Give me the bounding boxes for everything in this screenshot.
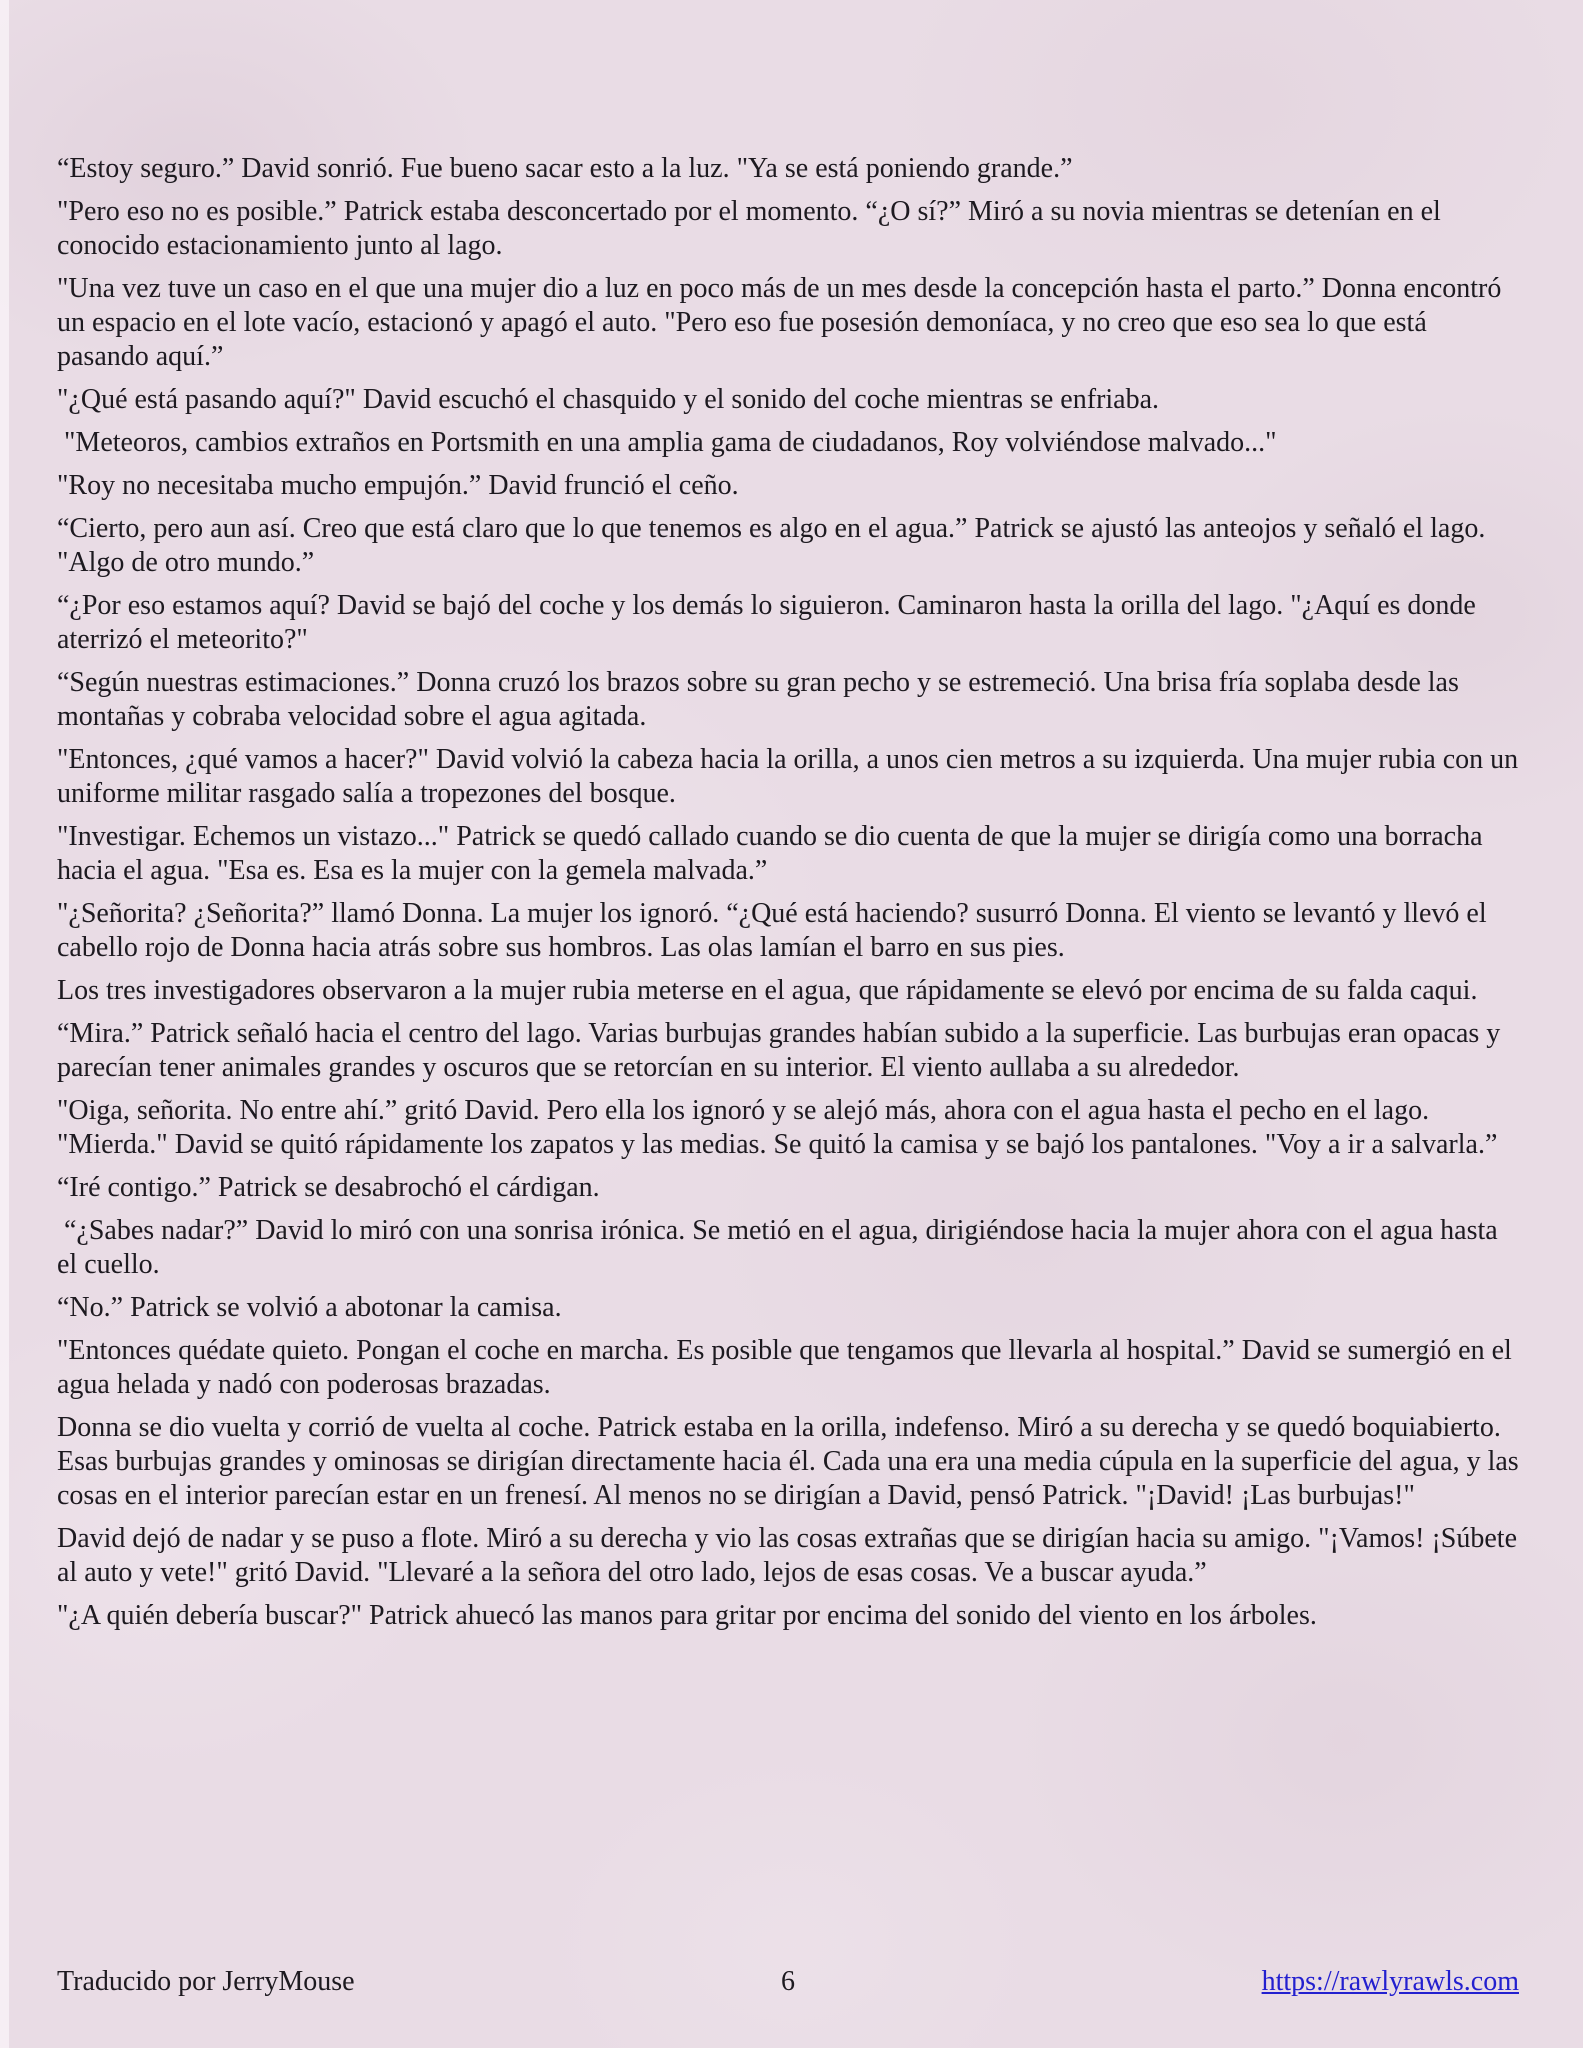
paragraph: “Mira.” Patrick señaló hacia el centro del lago. Varias burbujas grandes habían subido a la superficie. Las burbujas eran opacas y parecían tener animales grandes y oscuros que se retorcían en su interior. El viento aullaba a su alrededor. <box>57 1018 1508 1083</box>
paragraph: "Oiga, señorita. No entre ahí.” gritó David. Pero ella los ignoró y se alejó más, ahora con el agua hasta el pecho en el lago. "Mierda." David se quitó rápidamente los zapatos y las medias. Se quitó la camisa y se bajó los pantalones. "Voy a ir a salvarla.” <box>57 1095 1498 1160</box>
page-edge-highlight <box>0 0 9 2048</box>
paragraph: Los tres investigadores observaron a la mujer rubia meterse en el agua, que rápidamente se elevó por encima de su falda caqui. <box>57 975 1478 1006</box>
paragraph: "¿Señorita? ¿Señorita?” llamó Donna. La mujer los ignoró. “¿Qué está haciendo? susurró Donna. El viento se levantó y llevó el cabello rojo de Donna hacia atrás sobre sus hombros. Las olas lamían el barro en sus pies. <box>57 898 1494 963</box>
paragraph: David dejó de nadar y se puso a flote. Miró a su derecha y vio las cosas extrañas que se dirigían hacia su amigo. "¡Vamos! ¡Súbete al auto y vete!" gritó David. "Llevaré a la señora del otro lado, lejos de esas cosas. Ve a buscar ayuda.” <box>57 1523 1524 1588</box>
paragraph: “Cierto, pero aun así. Creo que está claro que lo que tenemos es algo en el agua.” Patrick se ajustó las anteojos y señaló el lago. "Algo de otro mundo.” <box>57 513 1493 578</box>
site-link[interactable]: https://rawlyrawls.com <box>1261 1966 1519 1997</box>
paragraph: “No.” Patrick se volvió a abotonar la camisa. <box>57 1292 562 1323</box>
paragraph: "Entonces, ¿qué vamos a hacer?" David volvió la cabeza hacia la orilla, a unos cien metros a su izquierda. Una mujer rubia con un uniforme militar rasgado salía a tropezones del bosque. <box>57 744 1526 809</box>
paragraph: "¿Qué está pasando aquí?" David escuchó el chasquido y el sonido del coche mientras se enfriaba. <box>57 384 1160 415</box>
paragraph: "Entonces quédate quieto. Pongan el coche en marcha. Es posible que tengamos que llevarla al hospital.” David se sumergió en el agua helada y nadó con poderosas brazadas. <box>57 1335 1519 1400</box>
translator-credit: Traducido por JerryMouse <box>57 1966 355 1997</box>
paragraph: "¿A quién debería buscar?" Patrick ahuecó las manos para gritar por encima del sonido del viento en los árboles. <box>57 1600 1317 1631</box>
page-number: 6 <box>781 1966 795 1997</box>
paragraph: "Roy no necesitaba mucho empujón.” David frunció el ceño. <box>57 470 739 501</box>
paragraph: “Iré contigo.” Patrick se desabrochó el cárdigan. <box>57 1172 600 1203</box>
paragraph: "Investigar. Echemos un vistazo..." Patrick se quedó callado cuando se dio cuenta de que la mujer se dirigía como una borracha hacia el agua. "Esa es. Esa es la mujer con la gemela malvada.” <box>57 821 1490 886</box>
paragraph: "Una vez tuve un caso en el que una mujer dio a luz en poco más de un mes desde la concepción hasta el parto.” Donna encontró un espacio en el lote vacío, estacionó y apagó el auto. "Pero eso fue posesión demoníaca, y no creo que eso sea lo que está pasando aquí.” <box>57 273 1509 372</box>
story-text <box>57 152 1526 1642</box>
paragraph: "Meteoros, cambios extraños en Portsmith en una amplia gama de ciudadanos, Roy volviéndose malvado..." <box>57 427 1277 458</box>
paragraph: “Estoy seguro.” David sonrió. Fue bueno sacar esto a la luz. "Ya se está poniendo grande.” <box>57 153 1073 184</box>
paragraph: “Según nuestras estimaciones.” Donna cruzó los brazos sobre su gran pecho y se estremeció. Una brisa fría soplaba desde las montañas y cobraba velocidad sobre el agua agitada. <box>57 667 1466 732</box>
paragraph: Donna se dio vuelta y corrió de vuelta al coche. Patrick estaba en la orilla, indefenso. Miró a su derecha y se quedó boquiabierto. Esas burbujas grandes y ominosas se dirigían directamente hacia él. Cada una era una media cúpula en la superficie del agua, y las cosas en el interior parecían estar en un frenesí. Al menos no se dirigían a David, pensó Patrick. "¡David! ¡Las burbujas!" <box>57 1412 1526 1511</box>
paragraph: "Pero eso no es posible.” Patrick estaba desconcertado por el momento. “¿O sí?” Miró a su novia mientras se detenían en el conocido estacionamiento junto al lago. <box>57 196 1448 261</box>
paragraph: “¿Por eso estamos aquí? David se bajó del coche y los demás lo siguieron. Caminaron hasta la orilla del lago. "¿Aquí es donde aterrizó el meteorito?" <box>57 590 1483 655</box>
page-footer <box>57 1966 1519 2006</box>
paragraph: “¿Sabes nadar?” David lo miró con una sonrisa irónica. Se metió en el agua, dirigiéndose hacia la mujer ahora con el agua hasta el cuello. <box>57 1215 1505 1280</box>
